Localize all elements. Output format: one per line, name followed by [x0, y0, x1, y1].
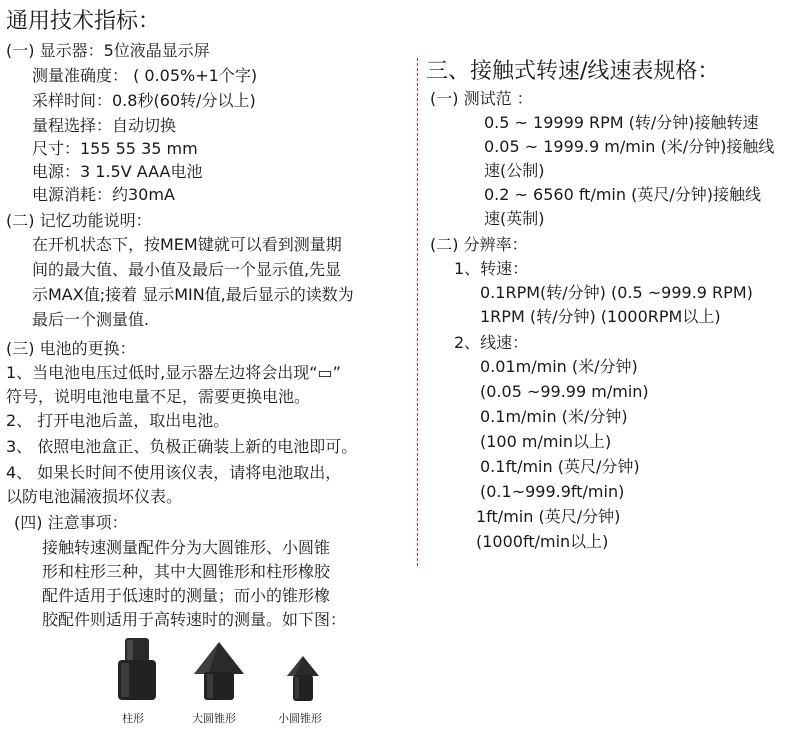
spec-line: 采样时间：0.8秒(60转/分以上): [32, 91, 256, 110]
paragraph-line: 3、 依照电池盒正、负极正确装上新的电池即可。: [6, 437, 358, 456]
page-title: 通用技术指标：: [6, 9, 161, 34]
resolution-line: (100 m/min以上): [480, 432, 612, 451]
paragraph-line: 配件适用于低速时的测量；而小的锥形橡: [42, 586, 331, 605]
range-line: 速(英制): [484, 209, 545, 228]
resolution-line: 1ft/min (英尺/分钟): [476, 507, 621, 526]
paragraph-line: 最后一个测量值.: [32, 310, 150, 329]
paragraph-line: 2、 打开电池后盖，取出电池。: [6, 411, 230, 430]
paragraph-line: 在开机状态下，按MEM键就可以看到测量期: [32, 235, 342, 254]
resolution-line: (1000ft/min以上): [476, 532, 609, 551]
section-heading-notes: (四) 注意事项：: [14, 513, 128, 532]
column-divider: [417, 58, 418, 566]
section-heading-memory: (二) 记忆功能说明：: [6, 211, 152, 230]
paragraph-line: 示MAX值;接着 显示MIN值,最后显示的读数为: [32, 285, 354, 304]
range-line: 0.5 ~ 19999 RPM (转/分钟)接触转速: [484, 113, 759, 132]
paragraph-line: 符号，说明电池电量不足，需要更换电池。: [6, 387, 311, 406]
range-line: 0.2 ~ 6560 ft/min (英尺/分钟)接触线: [484, 185, 761, 204]
subheading-rpm: 1、转速：: [454, 259, 529, 278]
paragraph-line: 形和柱形三种，其中大圆锥形和柱形橡胶: [42, 562, 331, 581]
caption-large-cone: 大圆锥形: [192, 712, 236, 725]
paragraph-line: 胶配件则适用于高转速时的测量。如下图：: [42, 610, 347, 629]
paragraph-line: 1、当电池电压过低时,显示器左边将会出现“▭”: [6, 363, 341, 382]
resolution-line: (0.1~999.9ft/min): [480, 482, 625, 501]
caption-cylinder: 柱形: [122, 712, 144, 725]
resolution-line: 0.1ft/min (英尺/分钟): [480, 457, 640, 476]
spec-line: 量程选择：自动切换: [32, 116, 177, 135]
section-heading-range: (一) 测试范 ：: [430, 89, 533, 108]
resolution-line: 1RPM (转/分钟) (1000RPM以上): [480, 307, 721, 326]
caption-small-cone: 小圆锥形: [278, 712, 322, 725]
spec-line: 尺寸：155 55 35 mm: [32, 139, 198, 158]
range-line: 0.05 ~ 1999.9 m/min (米/分钟)接触线: [484, 137, 775, 156]
range-line: 速(公制): [484, 161, 545, 180]
section-heading-display: (一) 显示器：5位液晶显示屏: [6, 41, 210, 60]
subheading-linear: 2、线速：: [454, 333, 529, 352]
paragraph-line: 4、 如果长时间不使用该仪表，请将电池取出，: [6, 463, 342, 482]
paragraph-line: 接触转速测量配件分为大圆锥形、小圆锥: [42, 538, 331, 557]
small-cone-tip-image: [285, 654, 321, 704]
resolution-line: 0.1RPM(转/分钟) (0.5 ~999.9 RPM): [480, 283, 753, 302]
spec-line: 电源消耗：约30mA: [32, 185, 175, 204]
section-heading-battery: (三) 电池的更换：: [6, 339, 136, 358]
spec-line: 电源：3 1.5V AAA电池: [32, 162, 203, 181]
large-cone-tip-image: [192, 640, 246, 704]
paragraph-line: 以防电池漏液损坏仪表。: [6, 487, 183, 506]
paragraph-line: 间的最大值、最小值及最后一个显示值,先显: [32, 260, 342, 279]
resolution-line: (0.05 ~99.99 m/min): [480, 382, 649, 401]
section-heading-resolution: (二) 分辨率：: [430, 235, 528, 254]
resolution-line: 0.01m/min (米/分钟): [480, 357, 638, 376]
cylinder-tip-image: [115, 636, 159, 704]
spec-title: 三、接触式转速/线速表规格：: [426, 59, 720, 84]
resolution-line: 0.1m/min (米/分钟): [480, 407, 628, 426]
spec-line: 测量准确度： ( 0.05%+1个字): [32, 66, 258, 85]
